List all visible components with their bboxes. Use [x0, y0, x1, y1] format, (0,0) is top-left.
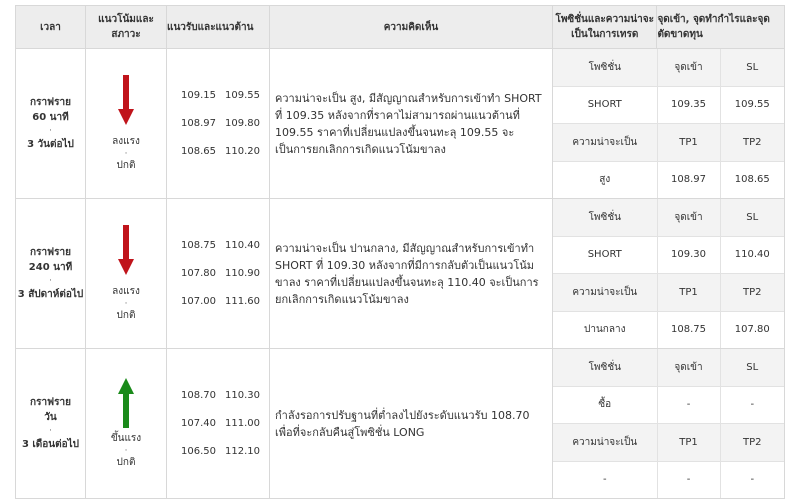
level-pair: [167, 82, 269, 110]
resistance-level: 112.10: [225, 446, 260, 457]
header-levels: แนวรับและแนวต้าน: [167, 6, 270, 49]
position-grid-value: SL: [720, 199, 784, 236]
level-pair: [167, 232, 269, 260]
position-grid: [553, 49, 784, 198]
position-grid-value: -: [657, 386, 720, 424]
header-time: เวลา: [16, 6, 86, 49]
position-grid-value: -: [720, 386, 784, 424]
position-grid-row: [553, 124, 784, 162]
position-grid-value: 108.97: [657, 161, 720, 198]
support-level: 109.15: [181, 90, 216, 101]
levels-cell: [167, 349, 270, 499]
trend-strength: ลงแรง: [112, 285, 140, 297]
position-grid-row: [553, 386, 784, 424]
position-grid-value: ปานกลาง: [553, 311, 657, 348]
support-level: 108.75: [181, 240, 216, 251]
support-level: 108.97: [181, 118, 216, 129]
trend-state: ปกติ: [116, 309, 136, 321]
table-row: [16, 199, 785, 349]
position-grid-row: [553, 199, 784, 236]
resistance-level: 110.90: [225, 268, 260, 279]
position-grid: [553, 199, 784, 348]
position-grid-value: ความน่าจะเป็น: [553, 274, 657, 312]
position-grid-cell: [553, 199, 785, 349]
position-grid-cell: [553, 349, 785, 499]
level-pair: [167, 110, 269, 138]
header-row: [16, 6, 785, 49]
resistance-level: 109.80: [225, 118, 260, 129]
timeframe-horizon: 3 วันต่อไป: [27, 139, 74, 150]
position-grid-value: TP1: [657, 274, 720, 312]
timeframe-line1: กราฟราย: [30, 397, 71, 408]
position-grid-value: 109.55: [720, 86, 784, 124]
timeframe-line2: 60 นาที: [32, 112, 69, 123]
support-level: 107.80: [181, 268, 216, 279]
timeframe-cell: [16, 349, 86, 499]
position-grid-value: จุดเข้า: [657, 349, 720, 386]
header-comment: ความคิดเห็น: [270, 6, 553, 49]
timeframe-line2: 240 นาที: [28, 262, 73, 273]
table-row: [16, 349, 785, 499]
position-grid: [553, 349, 784, 498]
position-grid-value: SHORT: [553, 236, 657, 274]
resistance-level: 111.60: [225, 296, 260, 307]
position-grid-cell: [553, 49, 785, 199]
level-pair: [167, 410, 269, 438]
timeframe-dot: ·: [49, 426, 52, 436]
position-grid-value: โพซิชั่น: [553, 349, 657, 386]
position-grid-value: 107.80: [734, 324, 770, 336]
position-grid-row: [553, 311, 784, 348]
levels-cell: [167, 199, 270, 349]
trend-state: ปกติ: [116, 159, 136, 171]
position-grid-value: -: [657, 461, 720, 498]
trend-state: ปกติ: [116, 456, 136, 468]
position-grid-value: 110.40: [720, 236, 784, 274]
level-pair: [167, 382, 269, 410]
level-pair: [167, 138, 269, 166]
position-grid-row: [553, 349, 784, 386]
comment-cell: กำลังรอการปรับฐานที่ต่ำลงไปยังระดับแนวรับ 108.70 เพื่อที่จะกลับคืนสู่โพซิชั่น LONG: [270, 349, 553, 499]
timeframe-line1: กราฟราย: [30, 97, 71, 108]
position-grid-value: SHORT: [553, 86, 657, 124]
support-level: 108.70: [181, 390, 216, 401]
resistance-level: 110.30: [225, 390, 260, 401]
trend-strength: ลงแรง: [112, 135, 140, 147]
trend-dot: ·: [124, 445, 128, 456]
levels-cell: [167, 49, 270, 199]
position-grid-value: -: [750, 474, 755, 486]
support-level: 108.65: [181, 146, 216, 157]
trend-strength: ขึ้นแรง: [110, 432, 142, 444]
position-grid-row: [553, 424, 784, 462]
position-grid-row: [553, 86, 784, 124]
trend-cell: [86, 199, 167, 349]
comment-cell: ความน่าจะเป็น สูง, มีสัญญาณสำหรับการเข้าทำ SHORT ที่ 109.35 หลังจากที่ราคาไม่สามารถผ่านแนวต้านที่ 109.55 ราคาที่เปลี่ยนแปลงขึ้นจนทะลุ 109.55 จะเป็นการยกเลิกการเกิดแนวโน้มขาลง: [270, 49, 553, 199]
up-arrow-icon: [86, 378, 166, 428]
trend-dot: ·: [124, 298, 128, 309]
timeframe-cell: [16, 199, 86, 349]
resistance-level: 110.20: [225, 146, 260, 157]
position-grid-value: TP2: [720, 274, 784, 312]
position-grid-value: จุดเข้า: [657, 49, 720, 86]
comment-cell: ความน่าจะเป็น ปานกลาง, มีสัญญาณสำหรับการเข้าทำ SHORT ที่ 109.30 หลังจากที่มีการกลับตัวเป็นแนวโน้มขาลง ราคาที่เปลี่ยนแปลงขึ้นจนทะลุ 110.40 จะเป็นการยกเลิกการเกิดแนวโน้มขาลง: [270, 199, 553, 349]
down-arrow-icon: [86, 225, 166, 275]
position-grid-value: ความน่าจะเป็น: [553, 424, 657, 462]
timeframe-line1: กราฟราย: [30, 247, 71, 258]
level-pair: [167, 260, 269, 288]
resistance-level: 110.40: [225, 240, 260, 251]
position-grid-value: -: [553, 461, 657, 498]
timeframe-dot: ·: [49, 276, 52, 286]
resistance-level: 111.00: [225, 418, 260, 429]
down-arrow-icon: [86, 75, 166, 125]
timeframe-cell: [16, 49, 86, 199]
header-position: โพซิชั่นและความน่าจะเป็นในการเทรด: [553, 6, 657, 49]
position-grid-value: TP2: [720, 424, 784, 462]
resistance-level: 109.55: [225, 90, 260, 101]
timeframe-horizon: 3 เดือนต่อไป: [21, 439, 80, 450]
table-row: [16, 49, 785, 199]
position-grid-row: [553, 236, 784, 274]
header-targets: จุดเข้า, จุดทำกำไรและจุดตัดขาดทุน: [657, 6, 785, 49]
position-grid-value: โพซิชั่น: [553, 199, 657, 236]
timeframe-horizon: 3 สัปดาห์ต่อไป: [17, 289, 84, 300]
position-grid-value: 108.75: [657, 311, 720, 348]
position-grid-value: TP1: [657, 424, 720, 462]
position-grid-value: โพซิชั่น: [553, 49, 657, 86]
position-grid-value: ความน่าจะเป็น: [553, 124, 657, 162]
level-pair: [167, 438, 269, 466]
position-grid-value: ซื้อ: [553, 386, 657, 424]
position-grid-value: จุดเข้า: [657, 199, 720, 236]
position-grid-row: [553, 461, 784, 498]
position-grid-value: 109.30: [657, 236, 720, 274]
signals-table: [15, 5, 785, 499]
header-trend: แนวโน้มและสภาวะ: [86, 6, 167, 49]
position-grid-row: [553, 274, 784, 312]
position-grid-value: TP2: [720, 124, 784, 162]
position-grid-value: สูง: [553, 161, 657, 198]
position-grid-value: 109.35: [657, 86, 720, 124]
position-grid-value: SL: [720, 349, 784, 386]
support-level: 107.40: [181, 418, 216, 429]
support-level: 106.50: [181, 446, 216, 457]
trend-dot: ·: [124, 148, 128, 159]
support-level: 107.00: [181, 296, 216, 307]
timeframe-line2: วัน: [44, 412, 57, 423]
trend-cell: [86, 49, 167, 199]
position-grid-row: [553, 49, 784, 86]
position-grid-value: TP1: [657, 124, 720, 162]
timeframe-dot: ·: [49, 126, 52, 136]
position-grid-value: 108.65: [734, 174, 770, 186]
position-grid-row: [553, 161, 784, 198]
position-grid-value: SL: [720, 49, 784, 86]
level-pair: [167, 288, 269, 316]
trend-cell: [86, 349, 167, 499]
